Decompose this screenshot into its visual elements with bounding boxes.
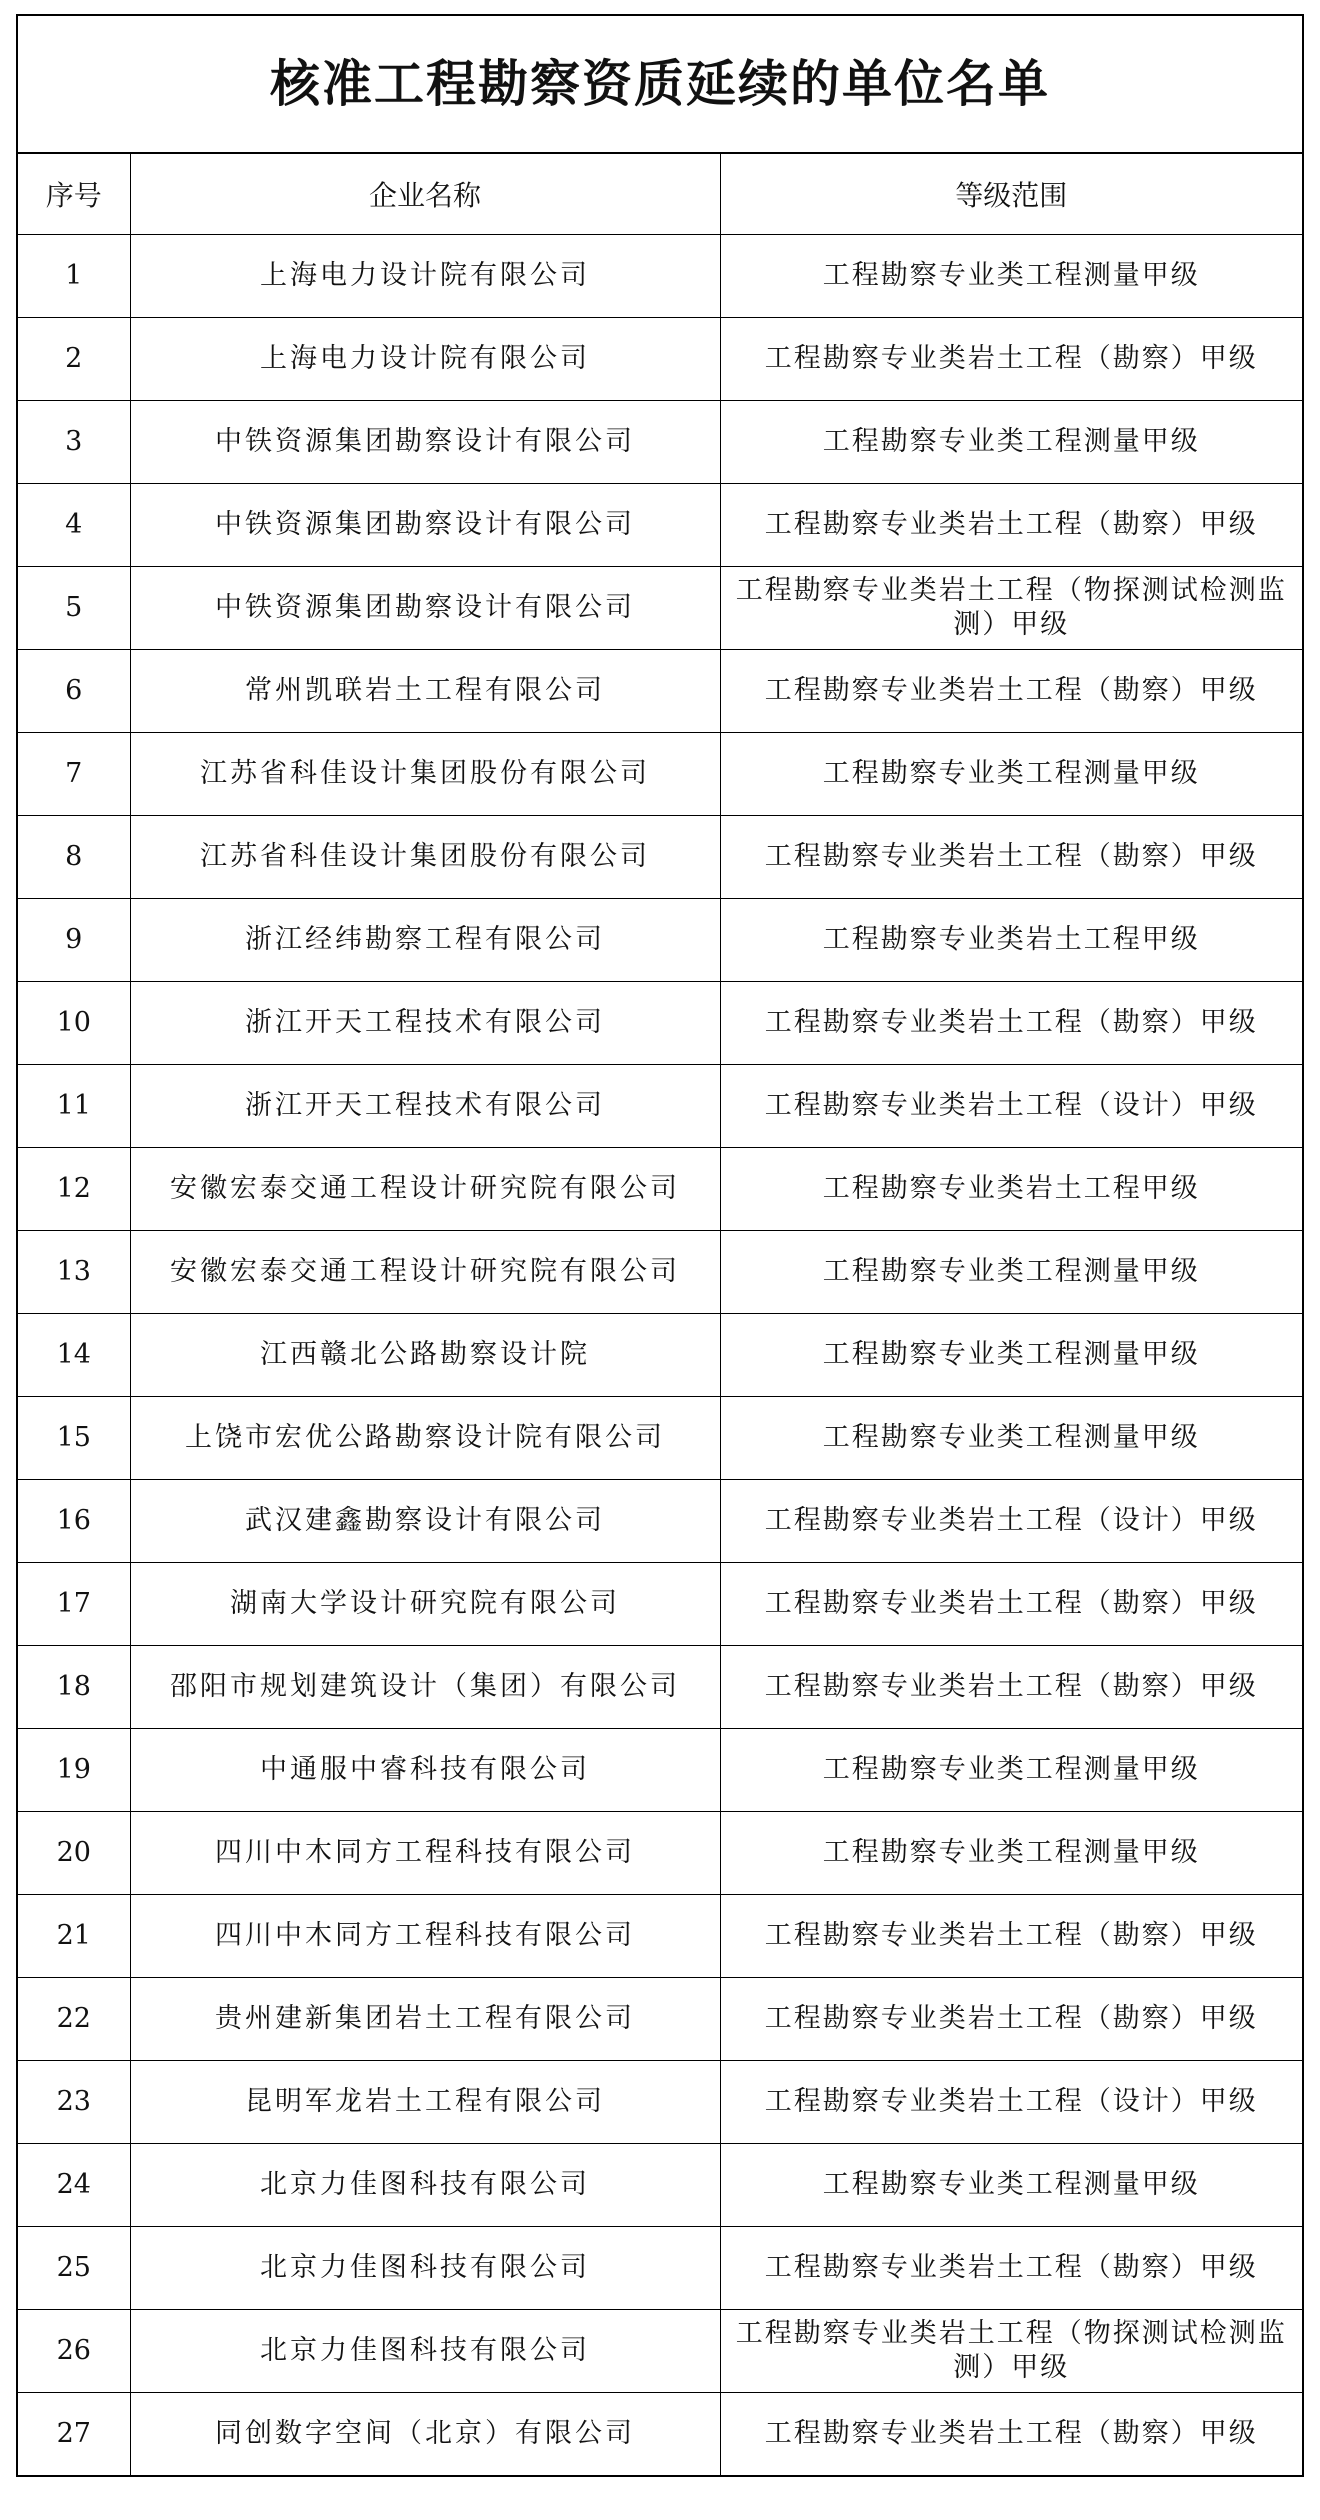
grade-scope: 工程勘察专业类工程测量甲级 — [720, 1314, 1302, 1397]
company-name: 中通服中睿科技有限公司 — [130, 1729, 720, 1812]
row-number: 24 — [18, 2144, 130, 2227]
company-name: 江苏省科佳设计集团股份有限公司 — [130, 816, 720, 899]
row-number: 16 — [18, 1480, 130, 1563]
row-number: 13 — [18, 1231, 130, 1314]
table-row — [18, 1729, 1302, 1812]
row-number: 17 — [18, 1563, 130, 1646]
company-name: 北京力佳图科技有限公司 — [130, 2310, 720, 2393]
company-name: 北京力佳图科技有限公司 — [130, 2144, 720, 2227]
row-number: 21 — [18, 1895, 130, 1978]
table-row — [18, 1646, 1302, 1729]
company-name: 上海电力设计院有限公司 — [130, 318, 720, 401]
row-number: 9 — [18, 899, 130, 982]
grade-scope: 工程勘察专业类岩土工程（设计）甲级 — [720, 2061, 1302, 2144]
grade-scope: 工程勘察专业类岩土工程（勘察）甲级 — [720, 1646, 1302, 1729]
table-row — [18, 318, 1302, 401]
company-name: 湖南大学设计研究院有限公司 — [130, 1563, 720, 1646]
title-row — [18, 16, 1302, 153]
row-number: 19 — [18, 1729, 130, 1812]
grade-scope: 工程勘察专业类岩土工程（勘察）甲级 — [720, 1895, 1302, 1978]
company-name: 江苏省科佳设计集团股份有限公司 — [130, 733, 720, 816]
grade-scope: 工程勘察专业类岩土工程（勘察）甲级 — [720, 318, 1302, 401]
row-number: 10 — [18, 982, 130, 1065]
grade-scope: 工程勘察专业类岩土工程（勘察）甲级 — [720, 982, 1302, 1065]
header-no: 序号 — [18, 153, 130, 235]
company-name: 浙江开天工程技术有限公司 — [130, 1065, 720, 1148]
table-body — [18, 235, 1302, 2476]
table-row — [18, 1314, 1302, 1397]
table-row — [18, 1065, 1302, 1148]
company-name: 上饶市宏优公路勘察设计院有限公司 — [130, 1397, 720, 1480]
table-row — [18, 2061, 1302, 2144]
row-number: 23 — [18, 2061, 130, 2144]
qualification-table — [18, 16, 1302, 2475]
row-number: 2 — [18, 318, 130, 401]
grade-scope: 工程勘察专业类工程测量甲级 — [720, 1231, 1302, 1314]
header-company: 企业名称 — [130, 153, 720, 235]
table-row — [18, 401, 1302, 484]
row-number: 7 — [18, 733, 130, 816]
grade-scope: 工程勘察专业类工程测量甲级 — [720, 401, 1302, 484]
row-number: 12 — [18, 1148, 130, 1231]
table-row — [18, 982, 1302, 1065]
company-name: 中铁资源集团勘察设计有限公司 — [130, 484, 720, 567]
row-number: 14 — [18, 1314, 130, 1397]
grade-scope: 工程勘察专业类岩土工程（勘察）甲级 — [720, 1563, 1302, 1646]
row-number: 26 — [18, 2310, 130, 2393]
company-name: 武汉建鑫勘察设计有限公司 — [130, 1480, 720, 1563]
table-row — [18, 484, 1302, 567]
grade-scope: 工程勘察专业类岩土工程（勘察）甲级 — [720, 2227, 1302, 2310]
row-number: 22 — [18, 1978, 130, 2061]
table-row — [18, 1563, 1302, 1646]
row-number: 20 — [18, 1812, 130, 1895]
grade-scope: 工程勘察专业类岩土工程（勘察）甲级 — [720, 2393, 1302, 2476]
table-row — [18, 816, 1302, 899]
grade-scope: 工程勘察专业类岩土工程（勘察）甲级 — [720, 650, 1302, 733]
table-row — [18, 899, 1302, 982]
company-name: 四川中木同方工程科技有限公司 — [130, 1895, 720, 1978]
company-name: 中铁资源集团勘察设计有限公司 — [130, 567, 720, 650]
table-row — [18, 733, 1302, 816]
grade-scope: 工程勘察专业类工程测量甲级 — [720, 2144, 1302, 2227]
row-number: 1 — [18, 235, 130, 318]
row-number: 27 — [18, 2393, 130, 2476]
company-name: 北京力佳图科技有限公司 — [130, 2227, 720, 2310]
company-name: 浙江经纬勘察工程有限公司 — [130, 899, 720, 982]
grade-scope: 工程勘察专业类工程测量甲级 — [720, 1397, 1302, 1480]
header-row — [18, 153, 1302, 235]
row-number: 3 — [18, 401, 130, 484]
document-sheet — [16, 14, 1304, 2477]
row-number: 11 — [18, 1065, 130, 1148]
table-row — [18, 1895, 1302, 1978]
document-title: 核准工程勘察资质延续的单位名单 — [18, 16, 1302, 153]
grade-scope: 工程勘察专业类岩土工程（设计）甲级 — [720, 1065, 1302, 1148]
row-number: 5 — [18, 567, 130, 650]
company-name: 常州凯联岩土工程有限公司 — [130, 650, 720, 733]
company-name: 浙江开天工程技术有限公司 — [130, 982, 720, 1065]
table-row — [18, 2393, 1302, 2476]
company-name: 四川中木同方工程科技有限公司 — [130, 1812, 720, 1895]
grade-scope: 工程勘察专业类岩土工程（勘察）甲级 — [720, 816, 1302, 899]
table-row — [18, 235, 1302, 318]
row-number: 25 — [18, 2227, 130, 2310]
company-name: 安徽宏泰交通工程设计研究院有限公司 — [130, 1148, 720, 1231]
table-row — [18, 1978, 1302, 2061]
company-name: 邵阳市规划建筑设计（集团）有限公司 — [130, 1646, 720, 1729]
table-row — [18, 1148, 1302, 1231]
table-row — [18, 1480, 1302, 1563]
company-name: 安徽宏泰交通工程设计研究院有限公司 — [130, 1231, 720, 1314]
table-row — [18, 2144, 1302, 2227]
grade-scope: 工程勘察专业类岩土工程（勘察）甲级 — [720, 484, 1302, 567]
company-name: 中铁资源集团勘察设计有限公司 — [130, 401, 720, 484]
row-number: 6 — [18, 650, 130, 733]
table-row — [18, 567, 1302, 650]
header-grade: 等级范围 — [720, 153, 1302, 235]
company-name: 昆明军龙岩土工程有限公司 — [130, 2061, 720, 2144]
grade-scope: 工程勘察专业类岩土工程（物探测试检测监测）甲级 — [720, 2310, 1302, 2393]
grade-scope: 工程勘察专业类工程测量甲级 — [720, 235, 1302, 318]
row-number: 4 — [18, 484, 130, 567]
table-row — [18, 1397, 1302, 1480]
row-number: 18 — [18, 1646, 130, 1729]
grade-scope: 工程勘察专业类岩土工程（勘察）甲级 — [720, 1978, 1302, 2061]
table-row — [18, 1812, 1302, 1895]
grade-scope: 工程勘察专业类岩土工程甲级 — [720, 1148, 1302, 1231]
row-number: 15 — [18, 1397, 130, 1480]
row-number: 8 — [18, 816, 130, 899]
company-name: 江西赣北公路勘察设计院 — [130, 1314, 720, 1397]
grade-scope: 工程勘察专业类工程测量甲级 — [720, 1729, 1302, 1812]
company-name: 同创数字空间（北京）有限公司 — [130, 2393, 720, 2476]
company-name: 贵州建新集团岩土工程有限公司 — [130, 1978, 720, 2061]
grade-scope: 工程勘察专业类工程测量甲级 — [720, 1812, 1302, 1895]
grade-scope: 工程勘察专业类岩土工程（物探测试检测监测）甲级 — [720, 567, 1302, 650]
table-row — [18, 1231, 1302, 1314]
table-row — [18, 2310, 1302, 2393]
table-row — [18, 650, 1302, 733]
company-name: 上海电力设计院有限公司 — [130, 235, 720, 318]
table-row — [18, 2227, 1302, 2310]
grade-scope: 工程勘察专业类岩土工程（设计）甲级 — [720, 1480, 1302, 1563]
grade-scope: 工程勘察专业类工程测量甲级 — [720, 733, 1302, 816]
grade-scope: 工程勘察专业类岩土工程甲级 — [720, 899, 1302, 982]
